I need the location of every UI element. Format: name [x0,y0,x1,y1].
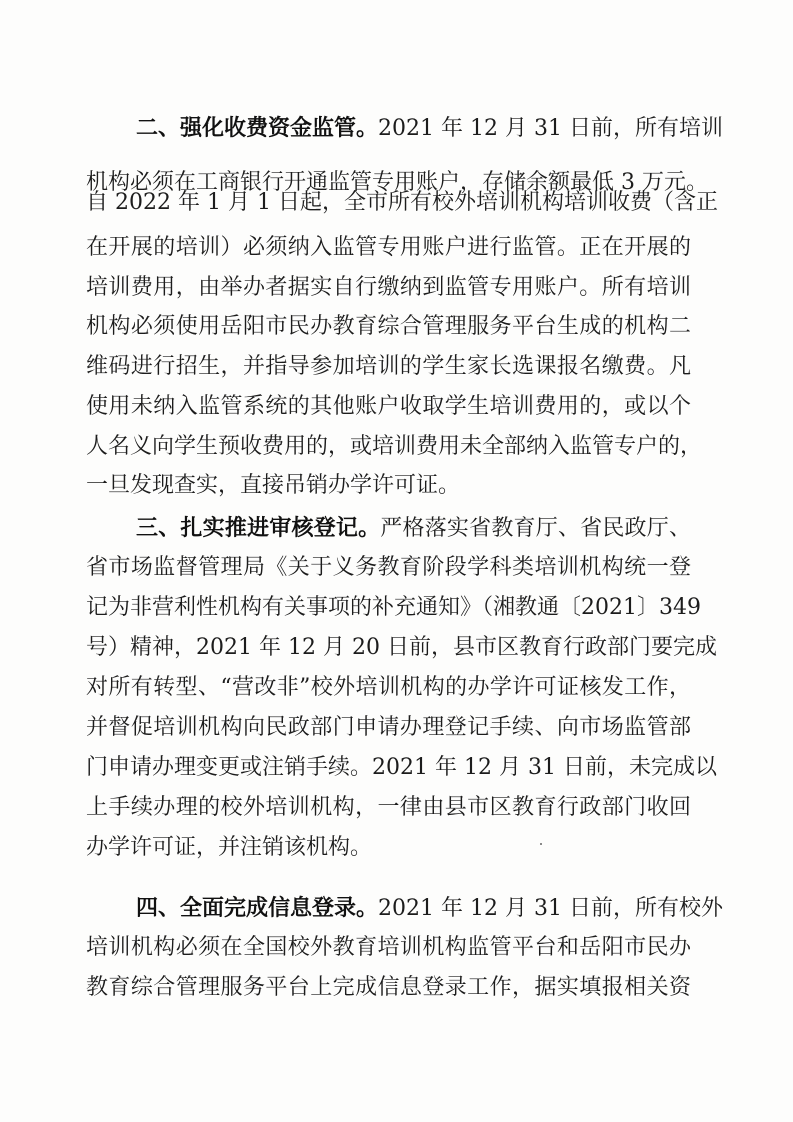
paragraph-line: 自 2022 年 1 月 1 日起，全市所有校外培训机构培训收费（含正 [86,190,718,215]
section-heading: 四、全面完成信息登录。 [136,895,379,921]
section-heading: 二、强化收费资金监管。 [136,115,379,141]
paragraph-text: 严格落实省教育厅、省民政厅、 [380,516,691,541]
paragraph-line [136,108,723,148]
paragraph-line: 人名义向学生预收费用的，或培训费用未全部纳入监管专户的， [86,434,703,459]
paragraph-line: 省市场监督管理局《关于义务教育阶段学科类培训机构统一登 [86,555,691,580]
paragraph-line: 在开展的培训）必须纳入监管专用账户进行监管。正在开展的 [86,235,691,260]
paragraph-line: 办学许可证，并注销该机构。 [86,835,373,860]
paragraph-line [136,888,723,928]
paragraph-line: 号）精神，2021 年 12 月 20 日前，县市区教育行政部门要完成 [86,635,717,660]
section-heading: 三、扎实推进审核登记。 [136,515,381,541]
paragraph-line: 培训费用，由举办者据实自行缴纳到监管专用账户。所有培训 [86,275,691,300]
paragraph-text: 2021 年 12 月 31 日前，所有培训 [378,116,723,141]
paragraph-line [136,508,691,548]
paragraph-line: 记为非营利性机构有关事项的补充通知》（湘教通〔2021〕349 [86,595,701,620]
paragraph-line: 机构必须在工商银行开通监管专用账户，存储余额最低 3 万元。 [86,170,708,195]
scan-speck [540,843,542,845]
paragraph-line: 教育综合管理服务平台上完成信息登录工作，据实填报相关资 [86,975,691,1000]
paragraph-line: 一旦发现查实，直接吊销办学许可证。 [86,473,461,498]
paragraph-line: 维码进行招生，并指导参加培训的学生家长选课报名缴费。凡 [86,354,691,379]
paragraph-line: 使用未纳入监管系统的其他账户收取学生培训费用的，或以个 [86,394,691,419]
paragraph-line: 对所有转型、“营改非”校外培训机构的办学许可证核发工作， [86,675,691,700]
paragraph-line: 机构必须使用岳阳市民办教育综合管理服务平台生成的机构二 [86,314,691,339]
paragraph-text: 2021 年 12 月 31 日前，所有校外 [378,896,723,921]
paragraph-line: 并督促培训机构向民政部门申请办理登记手续、向市场监管部 [86,715,691,740]
paragraph-line: 上手续办理的校外培训机构，一律由县市区教育行政部门收回 [86,795,691,820]
paragraph-line: 培训机构必须在全国校外教育培训机构监管平台和岳阳市民办 [86,935,691,960]
paragraph-line: 门申请办理变更或注销手续。2021 年 12 月 31 日前，未完成以 [86,755,717,780]
